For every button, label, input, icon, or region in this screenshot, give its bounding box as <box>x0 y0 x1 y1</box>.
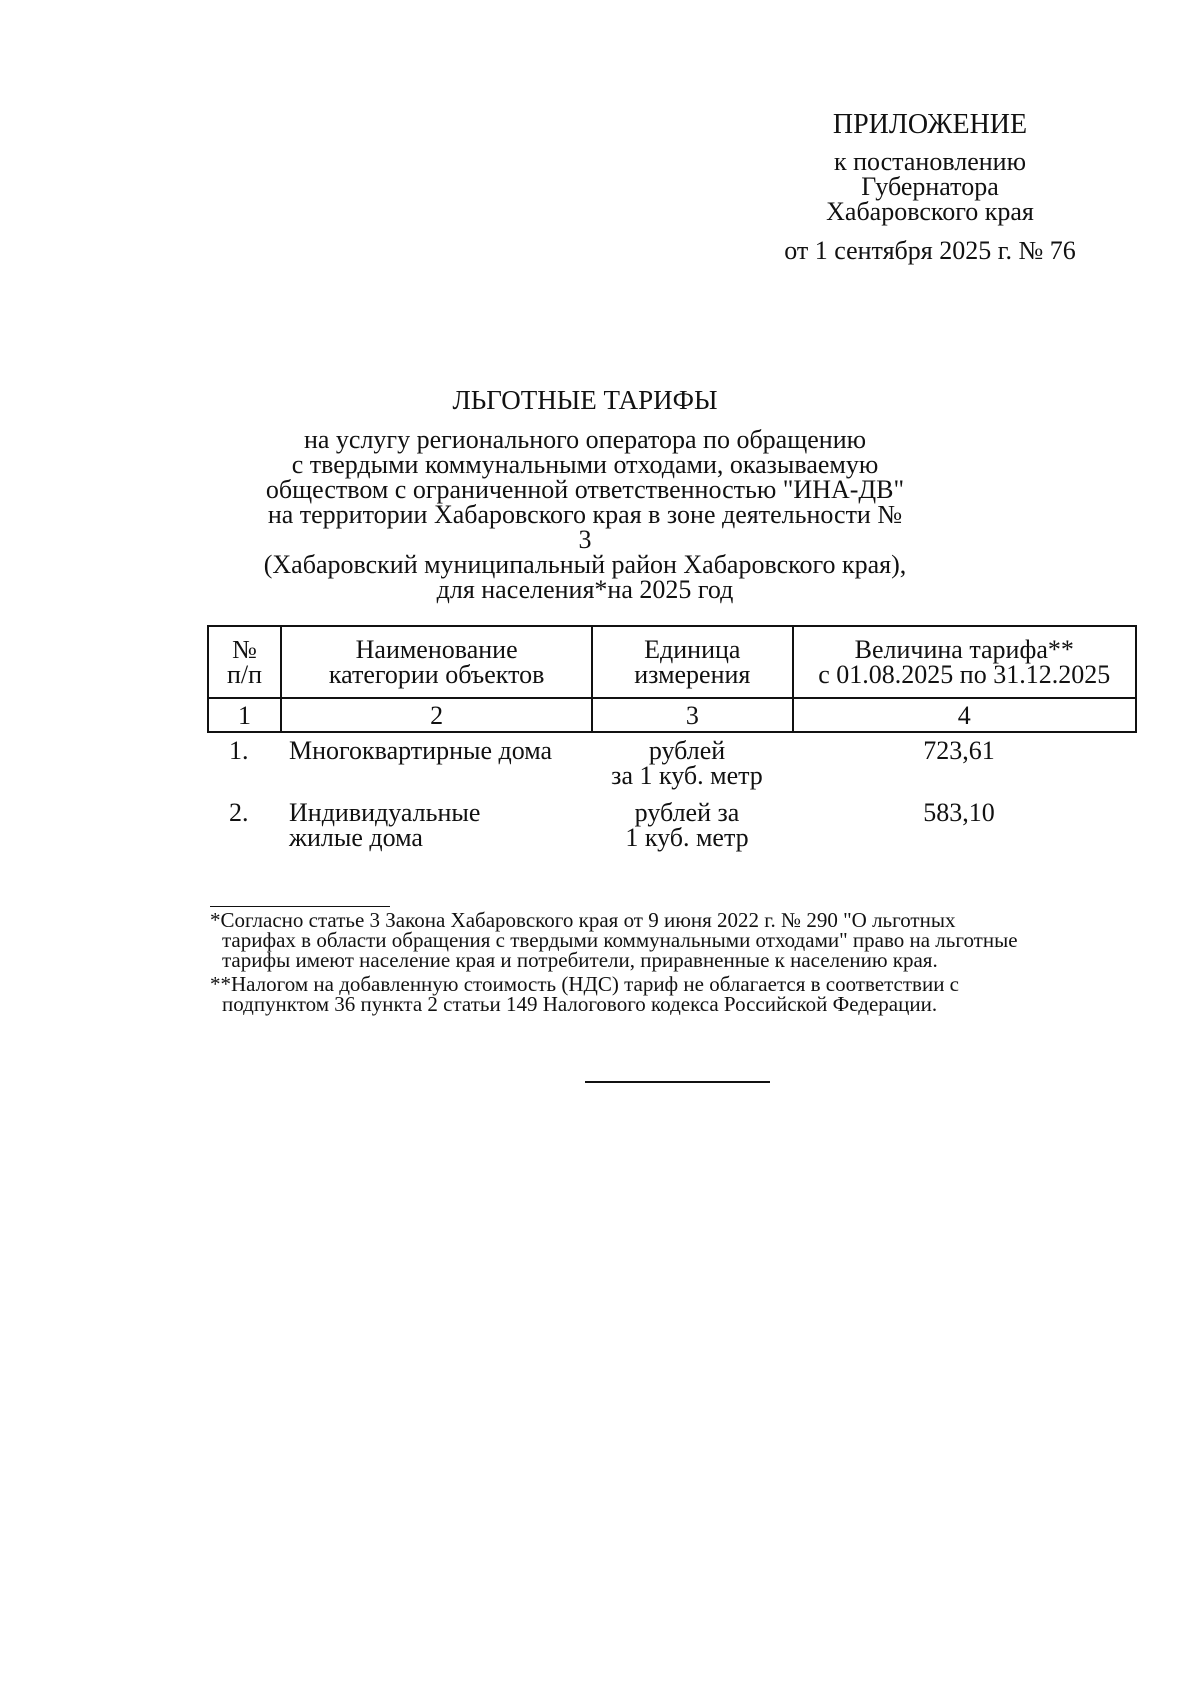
row-category <box>289 800 589 850</box>
row-unit-line-1: рублей за <box>634 798 740 827</box>
header-num-line-1: № <box>232 635 257 664</box>
column-number: 3 <box>592 698 792 732</box>
footnote-1-line-2: тарифах в области обращения с твердыми коммунальными отходами" право на льготные <box>222 928 1018 952</box>
row-unit <box>587 738 787 788</box>
footnote-1 <box>210 910 1150 970</box>
row-category-line-1: Индивидуальные <box>289 798 481 827</box>
appendix-line-3: Хабаровского края <box>826 197 1034 226</box>
title-line-3: обществом с ограниченной ответственностью "ИНА-ДВ" <box>265 475 905 504</box>
footnote-1-line-1: *Согласно статье 3 Закона Хабаровского края от 9 июня 2022 г. № 290 "О льготных <box>210 908 956 932</box>
document-title-block <box>260 385 910 604</box>
header-name-line-1: Наименование <box>355 635 518 664</box>
footnote-2-line-2: подпунктом 36 пункта 2 статьи 149 Налогового кодекса Российской Федерации. <box>222 992 938 1016</box>
footnotes <box>210 910 1150 1018</box>
footnote-2-line-1: **Налогом на добавленную стоимость (НДС) тариф не облагается в соответствии с <box>210 972 959 996</box>
row-number: 2. <box>229 798 249 827</box>
title-line-2: с твердыми коммунальными отходами, оказываемую <box>291 450 879 479</box>
appendix-line-2: Губернатора <box>861 172 999 201</box>
row-category <box>289 738 589 763</box>
column-number: 2 <box>281 698 592 732</box>
footnote-1-line-3: тарифы имеют население края и потребители, приравненные к населению края. <box>222 948 938 972</box>
header-name <box>281 626 592 698</box>
row-unit <box>587 800 787 850</box>
row-unit-line-2: за 1 куб. метр <box>611 761 763 790</box>
row-number: 1. <box>229 736 249 765</box>
table-header-row <box>208 626 1136 698</box>
appendix-line-1: к постановлению <box>833 147 1027 176</box>
header-num-line-2: п/п <box>227 660 263 689</box>
footnote-2 <box>210 974 1150 1014</box>
tariff-table-header <box>207 625 1137 733</box>
header-unit <box>592 626 792 698</box>
row-category-line-1: Многоквартирные дома <box>289 736 553 765</box>
column-number: 4 <box>793 698 1137 732</box>
header-num <box>208 626 281 698</box>
header-unit-line-1: Единица <box>644 635 741 664</box>
title-line-1: на услугу регионального оператора по обращению <box>303 425 867 454</box>
table-row <box>207 800 1137 862</box>
header-value <box>793 626 1137 698</box>
header-value-line-1: Величина тарифа** <box>854 635 1074 664</box>
header-name-line-2: категории объектов <box>328 660 545 689</box>
appendix-date: от 1 сентября 2025 г. № 76 <box>784 236 1076 265</box>
title-line-6: для населения*на 2025 год <box>436 575 734 604</box>
title-line-4: на территории Хабаровского края в зоне деятельности № 3 <box>267 500 903 554</box>
row-unit-line-2: 1 куб. метр <box>625 823 749 852</box>
table-row <box>207 738 1137 800</box>
title-line-5: (Хабаровский муниципальный район Хабаровского края), <box>263 550 907 579</box>
appendix-block <box>760 109 1100 265</box>
column-number: 1 <box>208 698 281 732</box>
footnote-separator <box>210 906 390 907</box>
end-separator <box>585 1081 770 1083</box>
appendix-heading: ПРИЛОЖЕНИЕ <box>832 109 1028 140</box>
header-value-line-2: с 01.08.2025 по 31.12.2025 <box>818 660 1111 689</box>
column-number-row <box>208 698 1136 732</box>
header-unit-line-2: измерения <box>634 660 751 689</box>
row-category-line-2: жилые дома <box>289 823 423 852</box>
row-tariff-value: 583,10 <box>923 798 995 827</box>
row-unit-line-1: рублей <box>648 736 726 765</box>
row-tariff-value: 723,61 <box>923 736 995 765</box>
tariff-table-body <box>207 738 1137 862</box>
document-title: ЛЬГОТНЫЕ ТАРИФЫ <box>452 385 718 415</box>
